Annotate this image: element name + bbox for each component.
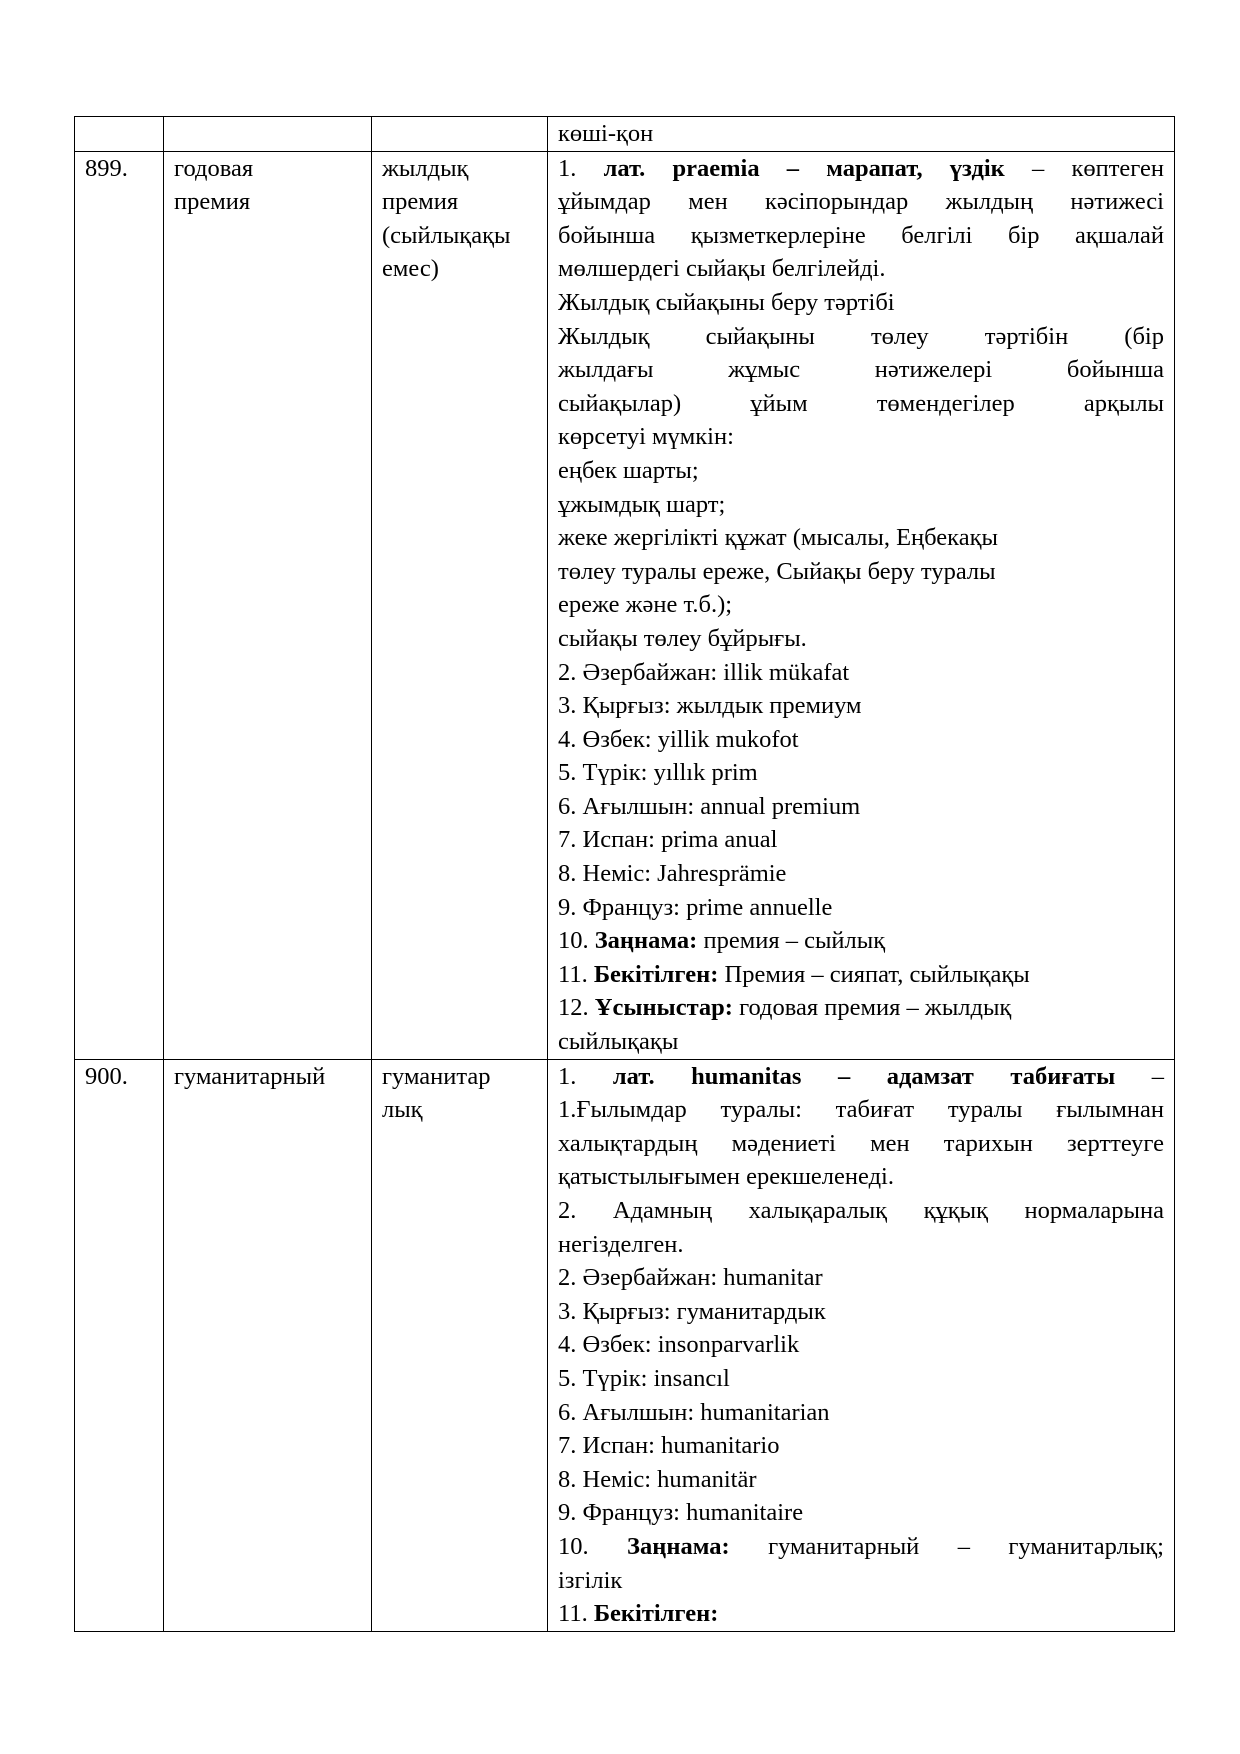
definition-text: – көптеген [1004, 154, 1164, 182]
definition-line: мөлшердегі сыйақы белгілейді. [558, 255, 886, 283]
definition-prefix: 1. [558, 154, 604, 182]
description-line: сыйақы төлеу бұйрығы. [558, 624, 807, 652]
proposal-number: 12. [558, 994, 595, 1022]
definition-etymology: лат. praemia – марапат, үздік [603, 154, 1005, 182]
kazakh-term-line: емес) [382, 255, 439, 283]
description-line: жылдағы жұмыс нәтижелері бойынша [558, 356, 1164, 384]
translation-line: 2. Әзербайжан: humanitar [558, 1264, 823, 1292]
description-line: Жылдық сыйақыны төлеу тәртібін (бір [558, 322, 1164, 350]
definition-prefix: 1. [558, 1062, 613, 1090]
entry-number [75, 1059, 164, 1631]
definition-line: 2. Адамның халықаралық құқық нормаларына [558, 1197, 1164, 1224]
translation-line: 5. Түрік: insancıl [558, 1364, 730, 1392]
approved-number: 11. [558, 1600, 594, 1628]
kazakh-term-line: (сыйлықақы [382, 221, 511, 249]
legislation-number: 10. [558, 927, 595, 955]
translation-line: 8. Неміс: Jahresprämie [558, 860, 787, 888]
definition-text: – [1115, 1062, 1165, 1090]
translation-line: 8. Неміс: humanitär [558, 1465, 757, 1493]
approved-label: Бекітілген: [593, 1600, 719, 1628]
russian-term-line: гуманитарный [174, 1062, 326, 1090]
russian-term [164, 151, 372, 1059]
translation-line: 5. Түрік: yıllık prim [558, 759, 758, 787]
proposal-label: Ұсыныстар: [594, 994, 733, 1022]
russian-term-line: годовая [174, 154, 254, 182]
entry-number [75, 151, 164, 1059]
legislation-text: ізгілік [558, 1566, 623, 1594]
definition-line: бойынша қызметкерлеріне белгілі бір ақшалай [558, 221, 1164, 249]
description [548, 117, 1175, 152]
approved-line [558, 1597, 1164, 1631]
kazakh-term [372, 151, 548, 1059]
kazakh-term [372, 117, 548, 152]
description [548, 1059, 1175, 1631]
kazakh-term-line: жылдық [382, 154, 469, 182]
translation-line: 7. Испан: humanitario [558, 1432, 780, 1460]
definition-line [558, 1060, 1164, 1094]
translation-line: 6. Ағылшын: humanitarian [558, 1398, 830, 1426]
definition-etymology: лат. humanitas – адамзат табиғаты [612, 1062, 1116, 1090]
translation-line: 9. Француз: humanitaire [558, 1499, 804, 1527]
legislation-line [558, 1530, 1164, 1564]
kazakh-term-line: гуманитар [382, 1062, 491, 1090]
definition-line: ұйымдар мен кәсіпорындар жылдың нәтижесі [558, 188, 1164, 216]
translation-line: 4. Өзбек: yillik mukofot [558, 725, 799, 753]
translation-line: 4. Өзбек: insonparvarlik [558, 1331, 800, 1359]
legislation-label: Заңнама: [594, 927, 698, 955]
definition-line: қатыстылығымен ерекшеленеді. [558, 1163, 894, 1191]
definition-line: негізделген. [558, 1230, 684, 1258]
legislation-line [558, 924, 1164, 958]
russian-term [164, 117, 372, 152]
description [548, 151, 1175, 1059]
entry-number [75, 117, 164, 152]
description-line: көрсетуі мүмкін: [558, 423, 734, 451]
translation-line: 9. Француз: prime annuelle [558, 893, 833, 921]
description-line: еңбек шарты; [558, 456, 699, 484]
approved-number: 11. [558, 960, 594, 988]
description-line: сыйақылар) ұйым төмендегілер арқылы [558, 389, 1164, 417]
proposal-text: годовая премия – жылдық [732, 994, 1012, 1022]
definition-line [558, 152, 1164, 186]
glossary-table [74, 116, 1175, 1632]
description-line: көші-қон [558, 120, 654, 147]
kazakh-term-line: лық [382, 1096, 423, 1124]
entry-number-text: 900. [85, 1062, 128, 1090]
legislation-label: Заңнама: [627, 1532, 730, 1560]
legislation-text: премия – сыйлық [697, 927, 886, 955]
russian-term-line: премия [174, 188, 251, 216]
proposal-text: сыйлықақы [558, 1028, 679, 1056]
translation-line: 6. Ағылшын: annual premium [558, 792, 861, 820]
document-page [74, 116, 1174, 1632]
translation-line: 2. Әзербайжан: illik mükafat [558, 658, 850, 686]
proposal-line [558, 991, 1164, 1025]
description-line: ұжымдық шарт; [558, 490, 726, 518]
description-line: ереже және т.б.); [558, 591, 733, 619]
description-line: жеке жергілікті құжат (мысалы, Еңбекақы [558, 524, 998, 552]
translation-line: 7. Испан: prima anual [558, 826, 778, 854]
entry-number-text: 899. [85, 154, 128, 182]
translation-line: 3. Қырғыз: гуманитардык [558, 1297, 826, 1325]
definition-line: халықтардың мәдениеті мен тарихын зерттеуге [558, 1129, 1164, 1157]
approved-text: Премия – сияпат, сыйлықақы [718, 960, 1030, 988]
table-row [75, 151, 1175, 1059]
translation-line: 3. Қырғыз: жылдык премиум [558, 692, 862, 720]
definition-line: 1.Ғылымдар туралы: табиғат туралы ғылымнан [558, 1096, 1164, 1124]
description-line: Жылдық сыйақыны беру тәртібі [558, 288, 895, 316]
approved-line [558, 958, 1164, 992]
kazakh-term [372, 1059, 548, 1631]
approved-label: Бекітілген: [593, 960, 719, 988]
table-row [75, 1059, 1175, 1631]
legislation-text: гуманитарный – гуманитарлық; [729, 1532, 1164, 1560]
legislation-number: 10. [558, 1532, 628, 1560]
russian-term [164, 1059, 372, 1631]
kazakh-term-line: премия [382, 188, 459, 216]
table-row [75, 117, 1175, 152]
description-line: төлеу туралы ереже, Сыйақы беру туралы [558, 557, 996, 585]
